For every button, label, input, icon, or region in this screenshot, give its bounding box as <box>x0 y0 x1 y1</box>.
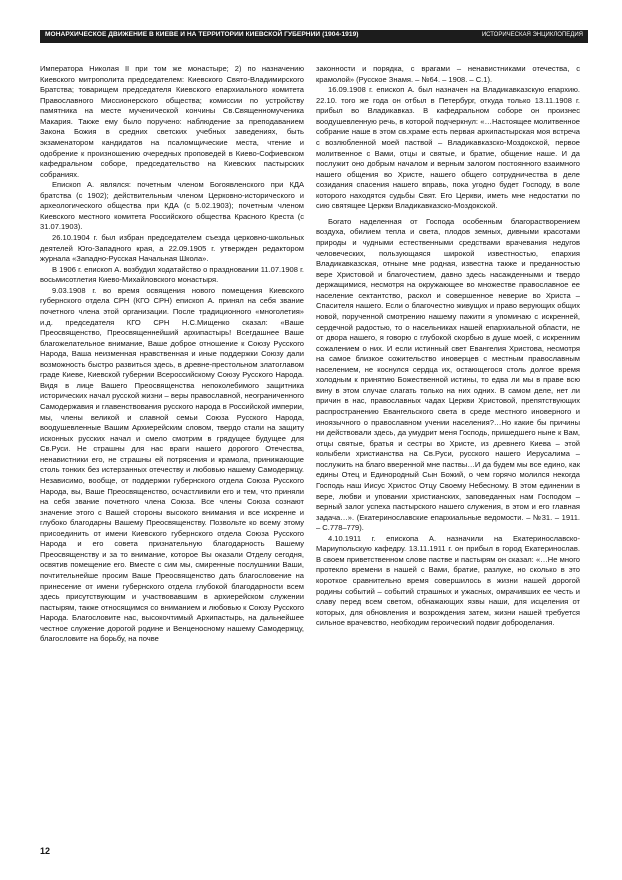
paragraph: В 1906 г. епископ А. возбудил ходатайство о праздновании 11.07.1908 г. восьмисотлетия Киево-Михайловского монастыря. <box>40 264 304 285</box>
header-publication-title: ИСТОРИЧЕСКАЯ ЭНЦИКЛОПЕДИЯ <box>481 32 583 38</box>
paragraph: 16.09.1908 г. епископ А. был назначен на Владикавказскую епархию. 22.10. того же года он отбыл в Петербург, откуда только 13.11.1908 г. прибыл во Владикавказ. В кафедральном соборе он произнес воодушевленную речь, в которой подчеркнул: «…Настоящее молитвенное собрание наше в этом св.храме есть первая архипастырская моя встреча с возлюбленной моей паствой – Владикавказско-Моздокской, первое молитвенное с Вами, отцы и святые, и братие, общение наше. И да послужит оно добрым началом и верным залогом постоянного взаимного нашего общения во Христе, нашего общего сотрудничества в деле созидания спасения нашего вправь, пока угодно будет Господу, в воле которого находятся судьбы Свят. Его Церкви, иметь мне недостатки по сию святящее Церкви Владикавказско-Моздокской. <box>316 85 580 211</box>
paragraph: 4.10.1911 г. епископа А. назначили на Екатеринославско-Мариупольскую кафедру. 13.11.1911 г. он прибыл в город Екатеринослав. В своем приветственном слове пастве и пастырям он сказал: «…Не много протекло времени в нашей с Вами, братие, разлуке, но сколько в это короткое сравнительно время совершилось в жизни нашей дорогой родины событий – событий страшных и ужасных, омрачивших ее честь и славу перед всем светом, обнажающих язвы наши, для исцеления от которых, для обновления и возрождения затем, жизни нашей требуется сильное врачевство, необходим героический подвиг доброделания. <box>316 533 580 628</box>
left-column <box>40 64 304 842</box>
running-header <box>40 30 588 43</box>
header-section-title: МОНАРХИЧЕСКОЕ ДВИЖЕНИЕ В КИЕВЕ И НА ТЕРРИТОРИИ КИЕВСКОЙ ГУБЕРНИИ (1904-1919) <box>45 31 359 38</box>
paragraph: 9.03.1908 г. во время освящения нового помещения Киевского губернского отдела СРН (КГО СРН) епископ А. принял на себя звание почетного члена этой организации. После традиционного «многолетия» и.д. председателя КГО СРН Н.С.Мищенко сказал: «Ваше Преосвященство, Преосвященнейший архипастырь! Всегдашнее Ваше благожелательное внимание, Ваше доброе отношение к Союзу Русского Народа, Ваша неизменная нравственная и иные поддержки Союзу дали возможность быстро развиться здесь, в древне-престольном златоглавом граде Киеве, Киевской губернии Всероссийскому Союзу Русского Народа. Видя в лице Вашего Преосвященства непоколебимого защитника исторических начал русской жизни – веры православной, неограниченного Самодержавия и главенствования русского народа в Российской империи, мы, члены великой и славной семьи Союза Русского Народа, воодушевленные Вашим Архиерейским словом, твердо стали на защиту исконных русских начал и смело смотрим в грядущее будущее для Св.Руси. Не страшны для нас враги нашего дорогого Отечества, ненавистники его, не страшны ей потрясения и крамола, принижающие столь тонких без истерзанных отечеству и любовью нашему Самодержцу. Независимо, вообще, от поддержки губернского отдела Союза Русского Народа, вы, Ваше Преосвященство, осчастливили его и тем, что приняли на себя звание почетного члена Союза. Все члены Союза сознают значение этого с Вашей стороны высокого внимания и все искренне и глубоко благодарны Вашему Преосвященству. Позвольте ко всему этому присоединить от имени Киевского губернского отдела Союза Русского Народа и его совета признательную благодарность Вашему Преосвященству и за то внимание, которое Вы оказали Отделу сегодня, освятив помещение его. Вместе с сим мы, смиренные послушники Ваши, почтительнейше просим Ваше Преосвященство дать благословение на принесение от имени губернского отдела глубокой благодарности всем здесь присутствующим и участвовавшим в архиерейском служении пастырям, также относящимся со вниманием и любовью к Союзу Русского Народа. Благословите нас, высокочтимый Архипастырь, на дальнейшее честное служение дорогой родине и Венценосному нашему Самодержцу, благословите на борьбу, на почве <box>40 285 304 644</box>
right-column <box>316 64 580 842</box>
paragraph: Епископ А. являлся: почетным членом Богоявленского при КДА братства (с 1902); действительным членом Церковно-исторического и археологического общества при КДА (с 5.02.1903); почетным членом Киевского местного комитета Российского общества Красного Креста (с 31.07.1903). <box>40 180 304 232</box>
paragraph: Императора Николая II при том же монастыре; 2) по назначению Киевского митрополита председателем: Киевского Свято-Владимирского Братства; товарищем председателя Киевского епархиального комитета Православного Миссионерского общества; комиссии по устройству памятника на месте мученической кончины Св.Священномученика Макария. Также ему было поручено: наблюдение за преподаванием Закона Божия в средних светских учебных заведениях, быть экзаменатором кандидатов на псаломщические места, чтение и одобрение к произношению очередных проповедей в Киево-Софиевском кафедральном соборе, председательство на Киевских пастырских собраниях. <box>40 64 304 179</box>
paragraph: законности и порядка, с врагами – ненавистниками отечества, с крамолой» (Русское Знамя. – №64. – 1908. – С.1). <box>316 64 580 84</box>
paragraph: 26.10.1904 г. был избран председателем съезда церковно-школьных деятелей Юго-Западного края, а 22.09.1905 г. утвержден редактором журнала «Западно-Русская Начальная Школа». <box>40 233 304 264</box>
page-number: 12 <box>40 846 51 856</box>
paragraph: Богато наделенная от Господа особенным благорастворением воздуха, обилием тепла и света, плодов земных, дивными красотами природы и чудными естественными средствами врачевания недугов человеческих, пользующаяся широкой известностью, епархия Владикавказская, отныне мне родная, известна также и преданностью вере Христовой и благочестием, давно здесь насажденными и твердо держащимися, несмотря на окружающее во множестве православное ее население сектантство, раскол и совершенное неверие во Христа – Спасителя нашего. Если о благочестно живущих и право верующих общих новой, порученной смотрению нашему пажити я упоминаю с искренней, сердечной радостью, то о насельниках нашей епархиальной области, не от двора нашего, я говорю с глубокой скорбью в душе моей, с искренним сожалением о них. И если истинный свет Евангелия Христова, несмотря на самое близкое сожительство иноверцев с местным православным населением, не коснулся сердца их, остающегося столь долгое время холодным к принятию Божественной истины, то едва ли мы в праве всю вину в этом случае слагать только на них одних. В самом деле, нет ли причин в нас, православных чадах Церкви Христовой, препятствующих распространению Евангельского света в среде местного иноверного и иноязычного о православном учении населения?…Но какие бы причины ни действовали здесь, да умудрит меня Господь, пришедшего ныне к Вам, отцы святые, братья и сестры во Христе, из древнего Киева – этой колыбели христианства на Св.Руси, русского нашего Иерусалима – послужить на благо вверенной мне паствы…И да будем мы все едино, как едины Отец и Единородный Сын Божий, о чем горячо молился некогда Господь наш Иисус Христос Отцу Своему Небесному. В этом единении в вере, любви и уповании христианских, заповеданных нам Господом – верный залог успеха пастырского нашего служения, в этом и его главная задача…». (Екатеринославские епархиальные ведомости. – №31. – 1911. – С.778–779). <box>316 216 580 533</box>
